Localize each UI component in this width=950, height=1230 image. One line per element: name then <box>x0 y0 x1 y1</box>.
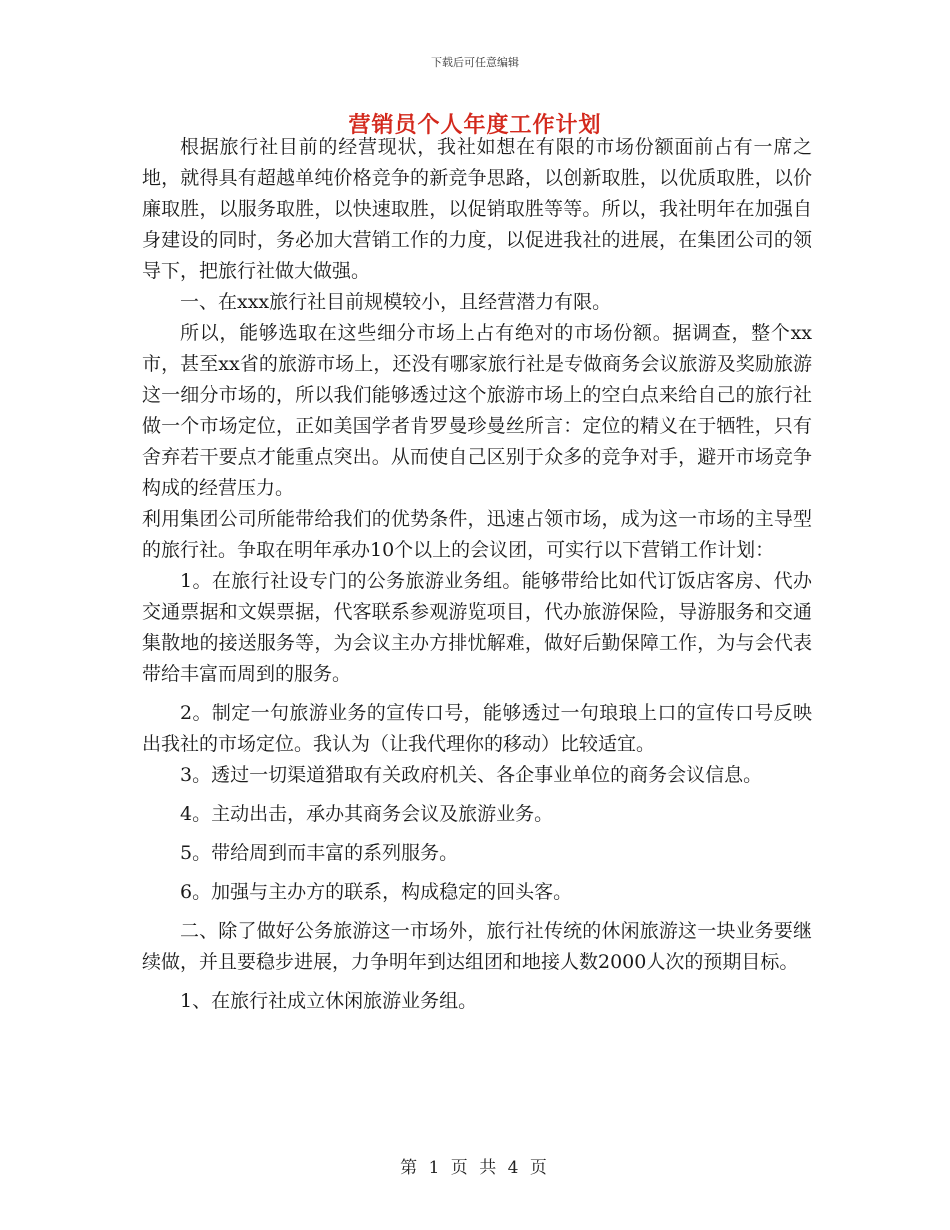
paragraph-marketing-plan-intro: 利用集团公司所能带给我们的优势条件，迅速占领市场，成为这一市场的主导型的旅行社。争取在明年承办10个以上的会议团，可实行以下营销工作计划： <box>142 508 812 561</box>
paragraph-plan-item-6: 6。加强与主办方的联系，构成稳定的回头客。 <box>180 881 573 903</box>
document-title: 营销员个人年度工作计划 <box>348 112 602 138</box>
paragraph-plan-item-5: 5。带给周到而丰富的系列服务。 <box>180 842 459 864</box>
paragraph-plan-item-3: 3。透过一切渠道猎取有关政府机关、各企事业单位的商务会议信息。 <box>180 764 763 786</box>
paragraph-plan-item-1: 1。在旅行社设专门的公务旅游业务组。能够带给比如代订饭店客房、代办交通票据和文娱票据，代客联系参观游览项目，代办旅游保险，导游服务和交通集散地的接送服务等，为会议主办方排忧解难，做好后勤保障工作，为与会代表带给丰富而周到的服务。 <box>142 570 812 685</box>
paragraph-section-2-item-1: 1、在旅行社成立休闲旅游业务组。 <box>180 990 478 1012</box>
page-header-note: 下载后可任意编辑 <box>431 56 519 69</box>
page-number-footer: 第 1 页 共 4 页 <box>400 1158 550 1178</box>
paragraph-section-2: 二、除了做好公务旅游这一市场外，旅行社传统的休闲旅游这一块业务要继续做，并且要稳步进展，力争明年到达组团和地接人数2000人次的预期目标。 <box>142 920 812 973</box>
paragraph-section-1-heading: 一、在xxx旅行社目前规模较小，且经营潜力有限。 <box>180 291 612 313</box>
paragraph-plan-item-4: 4。主动出击，承办其商务会议及旅游业务。 <box>180 803 554 825</box>
paragraph-intro: 根据旅行社目前的经营现状，我社如想在有限的市场份额面前占有一席之地，就得具有超越单纯价格竞争的新竞争思路，以创新取胜，以优质取胜，以价廉取胜，以服务取胜，以快速取胜，以促销取胜等等。所以，我社明年在加强自身建设的同时，务必加大营销工作的力度，以促进我社的进展，在集团公司的领导下，把旅行社做大做强。 <box>142 136 812 282</box>
document-body <box>142 132 812 1017</box>
paragraph-market-positioning: 所以，能够选取在这些细分市场上占有绝对的市场份额。据调查，整个xx市，甚至xx省的旅游市场上，还没有哪家旅行社是专做商务会议旅游及奖励旅游这一细分市场的，所以我们能够透过这个旅游市场上的空白点来给自己的旅行社做一个市场定位，正如美国学者肯罗曼珍曼丝所言：定位的精义在于牺牲，只有舍弃若干要点才能重点突出。从而使自己区别于众多的竞争对手，避开市场竞争构成的经营压力。 <box>142 322 812 499</box>
paragraph-plan-item-2: 2。制定一句旅游业务的宣传口号，能够透过一句琅琅上口的宣传口号反映出我社的市场定位。我认为（让我代理你的移动）比较适宜。 <box>142 702 812 755</box>
